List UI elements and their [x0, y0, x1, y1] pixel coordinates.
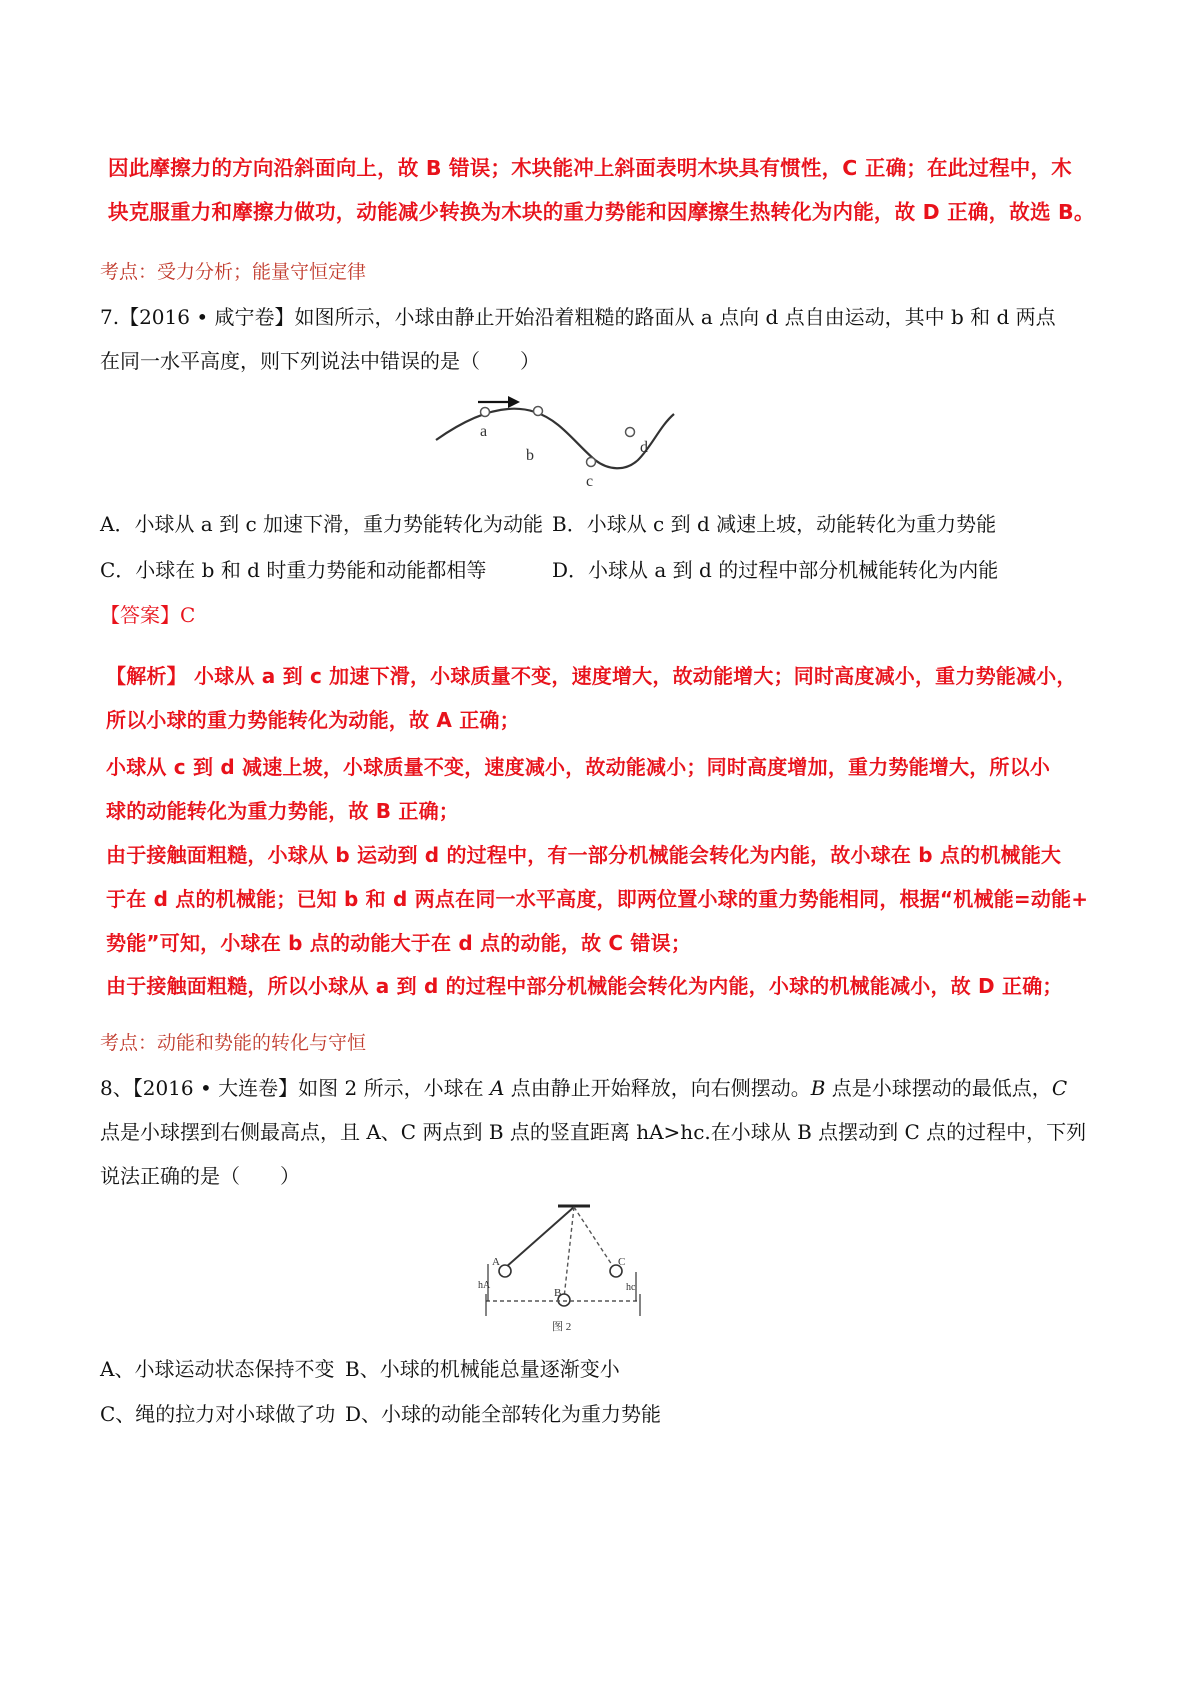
kaodian-q7: 考点：动能和势能的转化与守恒 — [100, 1032, 367, 1054]
q7-analysis-line-5: 由于接触面粗糙，小球从 b 运动到 d 的过程中，有一部分机械能会转化为内能，故小球在 b 点的机械能大 — [106, 843, 1062, 867]
ball-b — [534, 407, 543, 416]
arrow-head — [508, 396, 520, 408]
q7-stem-line-2: 在同一水平高度，则下列说法中错误的是（ ） — [100, 349, 540, 373]
q7-analysis-line-3: 小球从 c 到 d 减速上坡，小球质量不变，速度减小，故动能减小；同时高度增加，重力势能增大，所以小 — [106, 755, 1051, 779]
q7-option-b: B．小球从 c 到 d 减速上坡，动能转化为重力势能 — [552, 512, 997, 536]
q7-analysis-line-7: 势能”可知，小球在 b 点的动能大于在 d 点的动能，故 C 错误； — [106, 931, 692, 955]
label-a: a — [480, 423, 488, 440]
ball-c — [587, 458, 596, 467]
string-c — [574, 1207, 614, 1268]
q8-var-a: A — [489, 1076, 505, 1100]
figure-caption: 图 2 — [552, 1321, 572, 1333]
q8-text-c: 点是小球摆动的最低点， — [825, 1076, 1052, 1100]
q7-track-figure — [430, 388, 680, 498]
q8-stem-line-2: 点是小球摆到右侧最高点，且 A、C 两点到 B 点的竖直距离 hA>hc.在小球从 B 点摆动到 C 点的过程中，下列 — [100, 1120, 1087, 1144]
q8-option-b: B、小球的机械能总量逐渐变小 — [345, 1357, 620, 1381]
track-curve — [436, 409, 674, 469]
q7-analysis-line-8: 由于接触面粗糙，所以小球从 a 到 d 的过程中部分机械能会转化为内能，小球的机械能减小，故 D 正确； — [106, 974, 1063, 998]
label-hc: hc — [626, 1282, 636, 1293]
q7-option-a: A．小球从 a 到 c 加速下滑，重力势能转化为动能 — [100, 512, 543, 536]
label-c: c — [586, 473, 594, 490]
explanation-line-1: 因此摩擦力的方向沿斜面向上，故 B 错误；木块能冲上斜面表明木块具有惯性，C 正确；在此过程中，木 — [108, 156, 1072, 180]
q8-option-a: A、小球运动状态保持不变 — [100, 1357, 335, 1381]
q8-option-c: C、绳的拉力对小球做了功 — [100, 1402, 336, 1426]
q8-text-b: 点由静止开始释放，向右侧摆动。 — [504, 1076, 811, 1100]
q7-answer: 【答案】C — [100, 603, 196, 627]
label-d: d — [640, 439, 648, 456]
ball-a — [481, 408, 490, 417]
string-b — [564, 1207, 574, 1298]
q7-option-c: C．小球在 b 和 d 时重力势能和动能都相等 — [100, 558, 487, 582]
analysis-label: 【解析】 — [106, 664, 187, 688]
q8-option-d: D、小球的动能全部转化为重力势能 — [345, 1402, 662, 1426]
label-b: b — [526, 447, 534, 464]
q7-analysis-line-6: 于在 d 点的机械能；已知 b 和 d 两点在同一水平高度，即两位置小球的重力势能相同，根据“机械能=动能+ — [106, 887, 1089, 911]
q7-analysis-line-1 — [106, 662, 1077, 690]
analysis-text-1: 小球从 a 到 c 加速下滑，小球质量不变，速度增大，故动能增大；同时高度减小，重力势能减小， — [193, 664, 1077, 688]
q8-pendulum-figure — [478, 1198, 653, 1338]
q7-stem-line-1: 7.【2016 • 咸宁卷】如图所示，小球由静止开始沿着粗糙的路面从 a 点向 d 点自由运动，其中 b 和 d 两点 — [100, 305, 1056, 329]
q7-analysis-line-4: 球的动能转化为重力势能，故 B 正确； — [106, 799, 459, 823]
q8-text-a: 8、【2016 • 大连卷】如图 2 所示，小球在 — [100, 1076, 490, 1100]
label-A: A — [492, 1256, 500, 1268]
label-C: C — [618, 1256, 626, 1268]
ball-A — [499, 1265, 511, 1277]
q8-stem-line-3: 说法正确的是（ ） — [100, 1164, 300, 1188]
string-a — [505, 1207, 574, 1268]
label-B: B — [554, 1287, 562, 1299]
q8-stem-line-1 — [100, 1074, 1067, 1102]
q8-var-c: C — [1051, 1076, 1068, 1100]
q8-var-b: B — [810, 1076, 826, 1100]
explanation-line-2: 块克服重力和摩擦力做功，动能减少转换为木块的重力势能和因摩擦生热转化为内能，故 D 正确，故选 B。 — [108, 200, 1095, 224]
kaodian-q6: 考点：受力分析；能量守恒定律 — [100, 261, 367, 283]
q7-option-d: D．小球从 a 到 d 的过程中部分机械能转化为内能 — [552, 558, 999, 582]
ball-d — [626, 428, 635, 437]
q7-analysis-line-2: 所以小球的重力势能转化为动能，故 A 正确； — [106, 708, 520, 732]
label-hA: hA — [478, 1280, 491, 1291]
